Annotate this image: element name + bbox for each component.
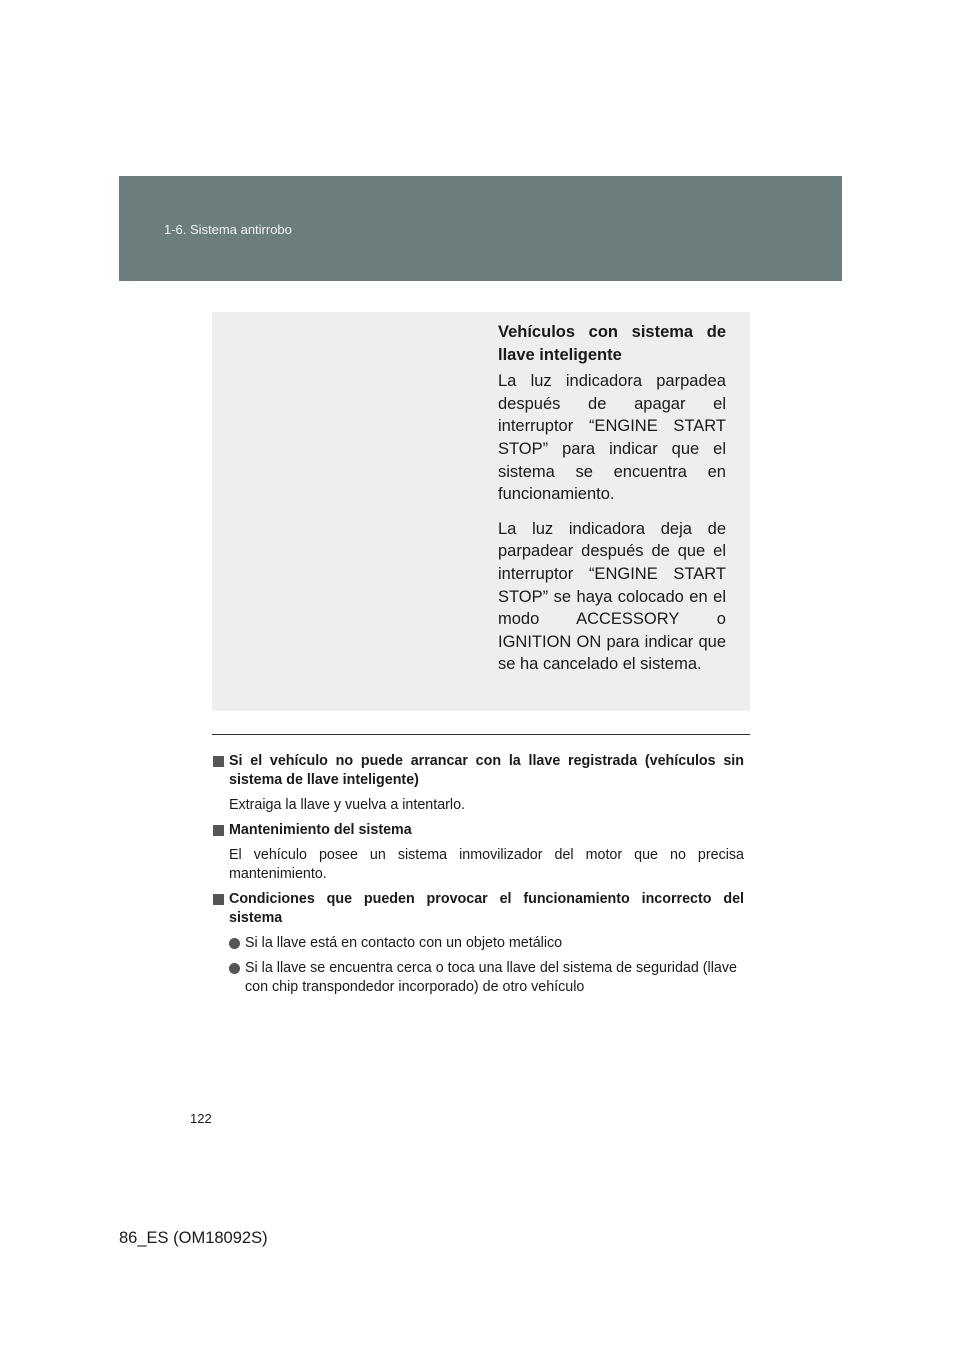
square-bullet-icon xyxy=(213,894,224,905)
circle-bullet-icon xyxy=(229,938,240,949)
note-title: Mantenimiento del sistema xyxy=(229,822,412,838)
note-title: Condiciones que pueden provocar el funcionamiento incorrecto del sistema xyxy=(229,891,744,926)
info-box-text xyxy=(498,321,726,688)
note-title: Si el vehículo no puede arrancar con la llave registrada (vehículos sin sistema de llave inteligente) xyxy=(229,753,744,788)
note-bullet-text: Si la llave está en contacto con un objeto metálico xyxy=(245,935,563,951)
note-heading xyxy=(213,890,744,928)
info-box xyxy=(212,312,750,711)
document-code: 86_ES (OM18092S) xyxy=(119,1229,268,1247)
note-heading xyxy=(213,752,744,790)
note-bullet xyxy=(229,959,744,997)
info-box-heading: Vehículos con sistema de llave inteligente xyxy=(498,323,726,364)
section-title: 1-6. Sistema antirrobo xyxy=(164,222,292,237)
note-heading xyxy=(213,821,744,840)
note-item xyxy=(213,752,744,815)
notes-section xyxy=(213,752,744,1003)
header-bar xyxy=(119,176,842,281)
note-bullet-text: Si la llave se encuentra cerca o toca una llave del sistema de seguridad (llave con chip transpondedor incorporado) de otro vehículo xyxy=(245,960,737,995)
note-body: El vehículo posee un sistema inmovilizador del motor que no precisa mantenimiento. xyxy=(229,847,744,882)
note-item xyxy=(213,821,744,884)
note-item xyxy=(213,890,744,997)
info-box-paragraph-1: La luz indicadora parpadea después de apagar el interruptor “ENGINE START STOP” para indicar que el sistema se encuentra en funcionamiento. xyxy=(498,372,726,504)
info-box-paragraph-2: La luz indicadora deja de parpadear después de que el interruptor “ENGINE START STOP” se haya colocado en el modo ACCESSORY o IGNITION ON para indicar que se ha cancelado el sistema. xyxy=(498,519,726,674)
square-bullet-icon xyxy=(213,756,224,767)
circle-bullet-icon xyxy=(229,963,240,974)
section-divider xyxy=(212,734,750,735)
square-bullet-icon xyxy=(213,825,224,836)
note-bullet xyxy=(229,934,744,953)
note-body: Extraiga la llave y vuelva a intentarlo. xyxy=(229,797,466,813)
page-number: 122 xyxy=(190,1111,212,1126)
